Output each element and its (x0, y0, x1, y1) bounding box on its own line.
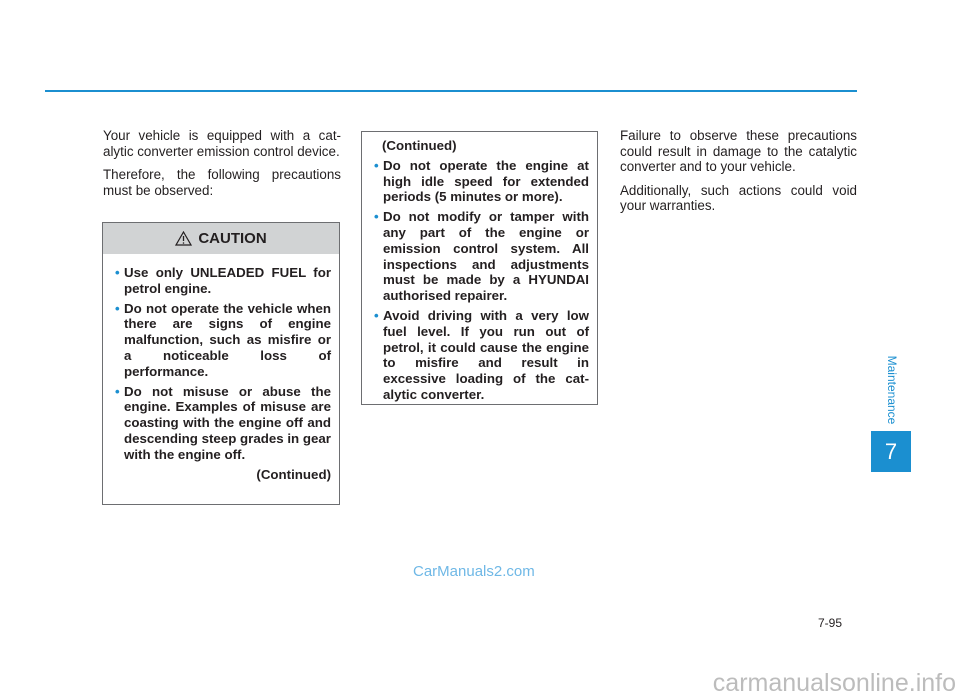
list-item-text: Use only UNLEADED FUEL for petrol engine. (124, 265, 331, 296)
page-number: 7-95 (818, 616, 843, 630)
continued-label: (Continued) (256, 466, 331, 482)
bullet: • (115, 265, 120, 280)
chapter-tab: 7 (871, 431, 911, 472)
intro-paragraph: Your vehicle is equipped with a cat-alytic converter emission control device. (103, 128, 341, 159)
list-item-text: Do not misuse or abuse the engine. Examples of misuse are coasting with the engine off and descending steep grades in gear with the engine off. (124, 383, 331, 462)
list-item (374, 209, 589, 304)
list-item-text: Do not operate the vehicle when there are signs of engine malfunction, such as misfire or a noticeable loss of performance. (124, 300, 331, 379)
consequence-paragraph: Additionally, such actions could void your warranties. (620, 182, 857, 214)
watermark-link[interactable]: CarManuals2.com (413, 563, 535, 580)
list-item-text: Avoid driving with a very low fuel level. If you run out of petrol, it could cause the engine to misfire and result in excessive loading of the cat-alytic converter. (383, 307, 589, 402)
consequence-text (620, 128, 857, 222)
list-item (374, 158, 589, 205)
section-label-text: Maintenance (885, 355, 899, 425)
bullet: • (374, 209, 379, 225)
footer-watermark: carmanualsonline.info (712, 669, 956, 697)
consequence-paragraph: Failure to observe these precautions could result in damage to the catalytic converter and to your vehicle. (620, 128, 857, 175)
bullet: • (115, 300, 120, 316)
list-item (374, 308, 589, 403)
caution-list (103, 254, 339, 463)
continued-list (362, 154, 597, 403)
intro-paragraph: Therefore, the following precautions must be observed: (103, 167, 341, 198)
caution-header (103, 223, 339, 254)
list-item-text: Do not operate the engine at high idle speed for extended periods (5 minutes or more). (383, 157, 589, 205)
list-item (115, 265, 331, 297)
header-rule (45, 90, 857, 92)
continued-title: (Continued) (382, 138, 457, 153)
caution-box (102, 222, 340, 505)
list-item-text: Do not modify or tamper with any part of the engine or emission control system. All inspections and adjustments must be made by a HYUNDAI authorised repairer. (383, 209, 589, 304)
caution-title: CAUTION (198, 230, 267, 247)
bullet: • (115, 383, 120, 399)
continued-caution-box (361, 131, 598, 405)
section-label (877, 345, 907, 435)
list-item (115, 301, 331, 380)
intro-text (103, 128, 341, 206)
list-item (115, 384, 331, 463)
bullet: • (374, 307, 379, 323)
bullet: • (374, 157, 379, 173)
warning-triangle-icon (175, 231, 192, 246)
